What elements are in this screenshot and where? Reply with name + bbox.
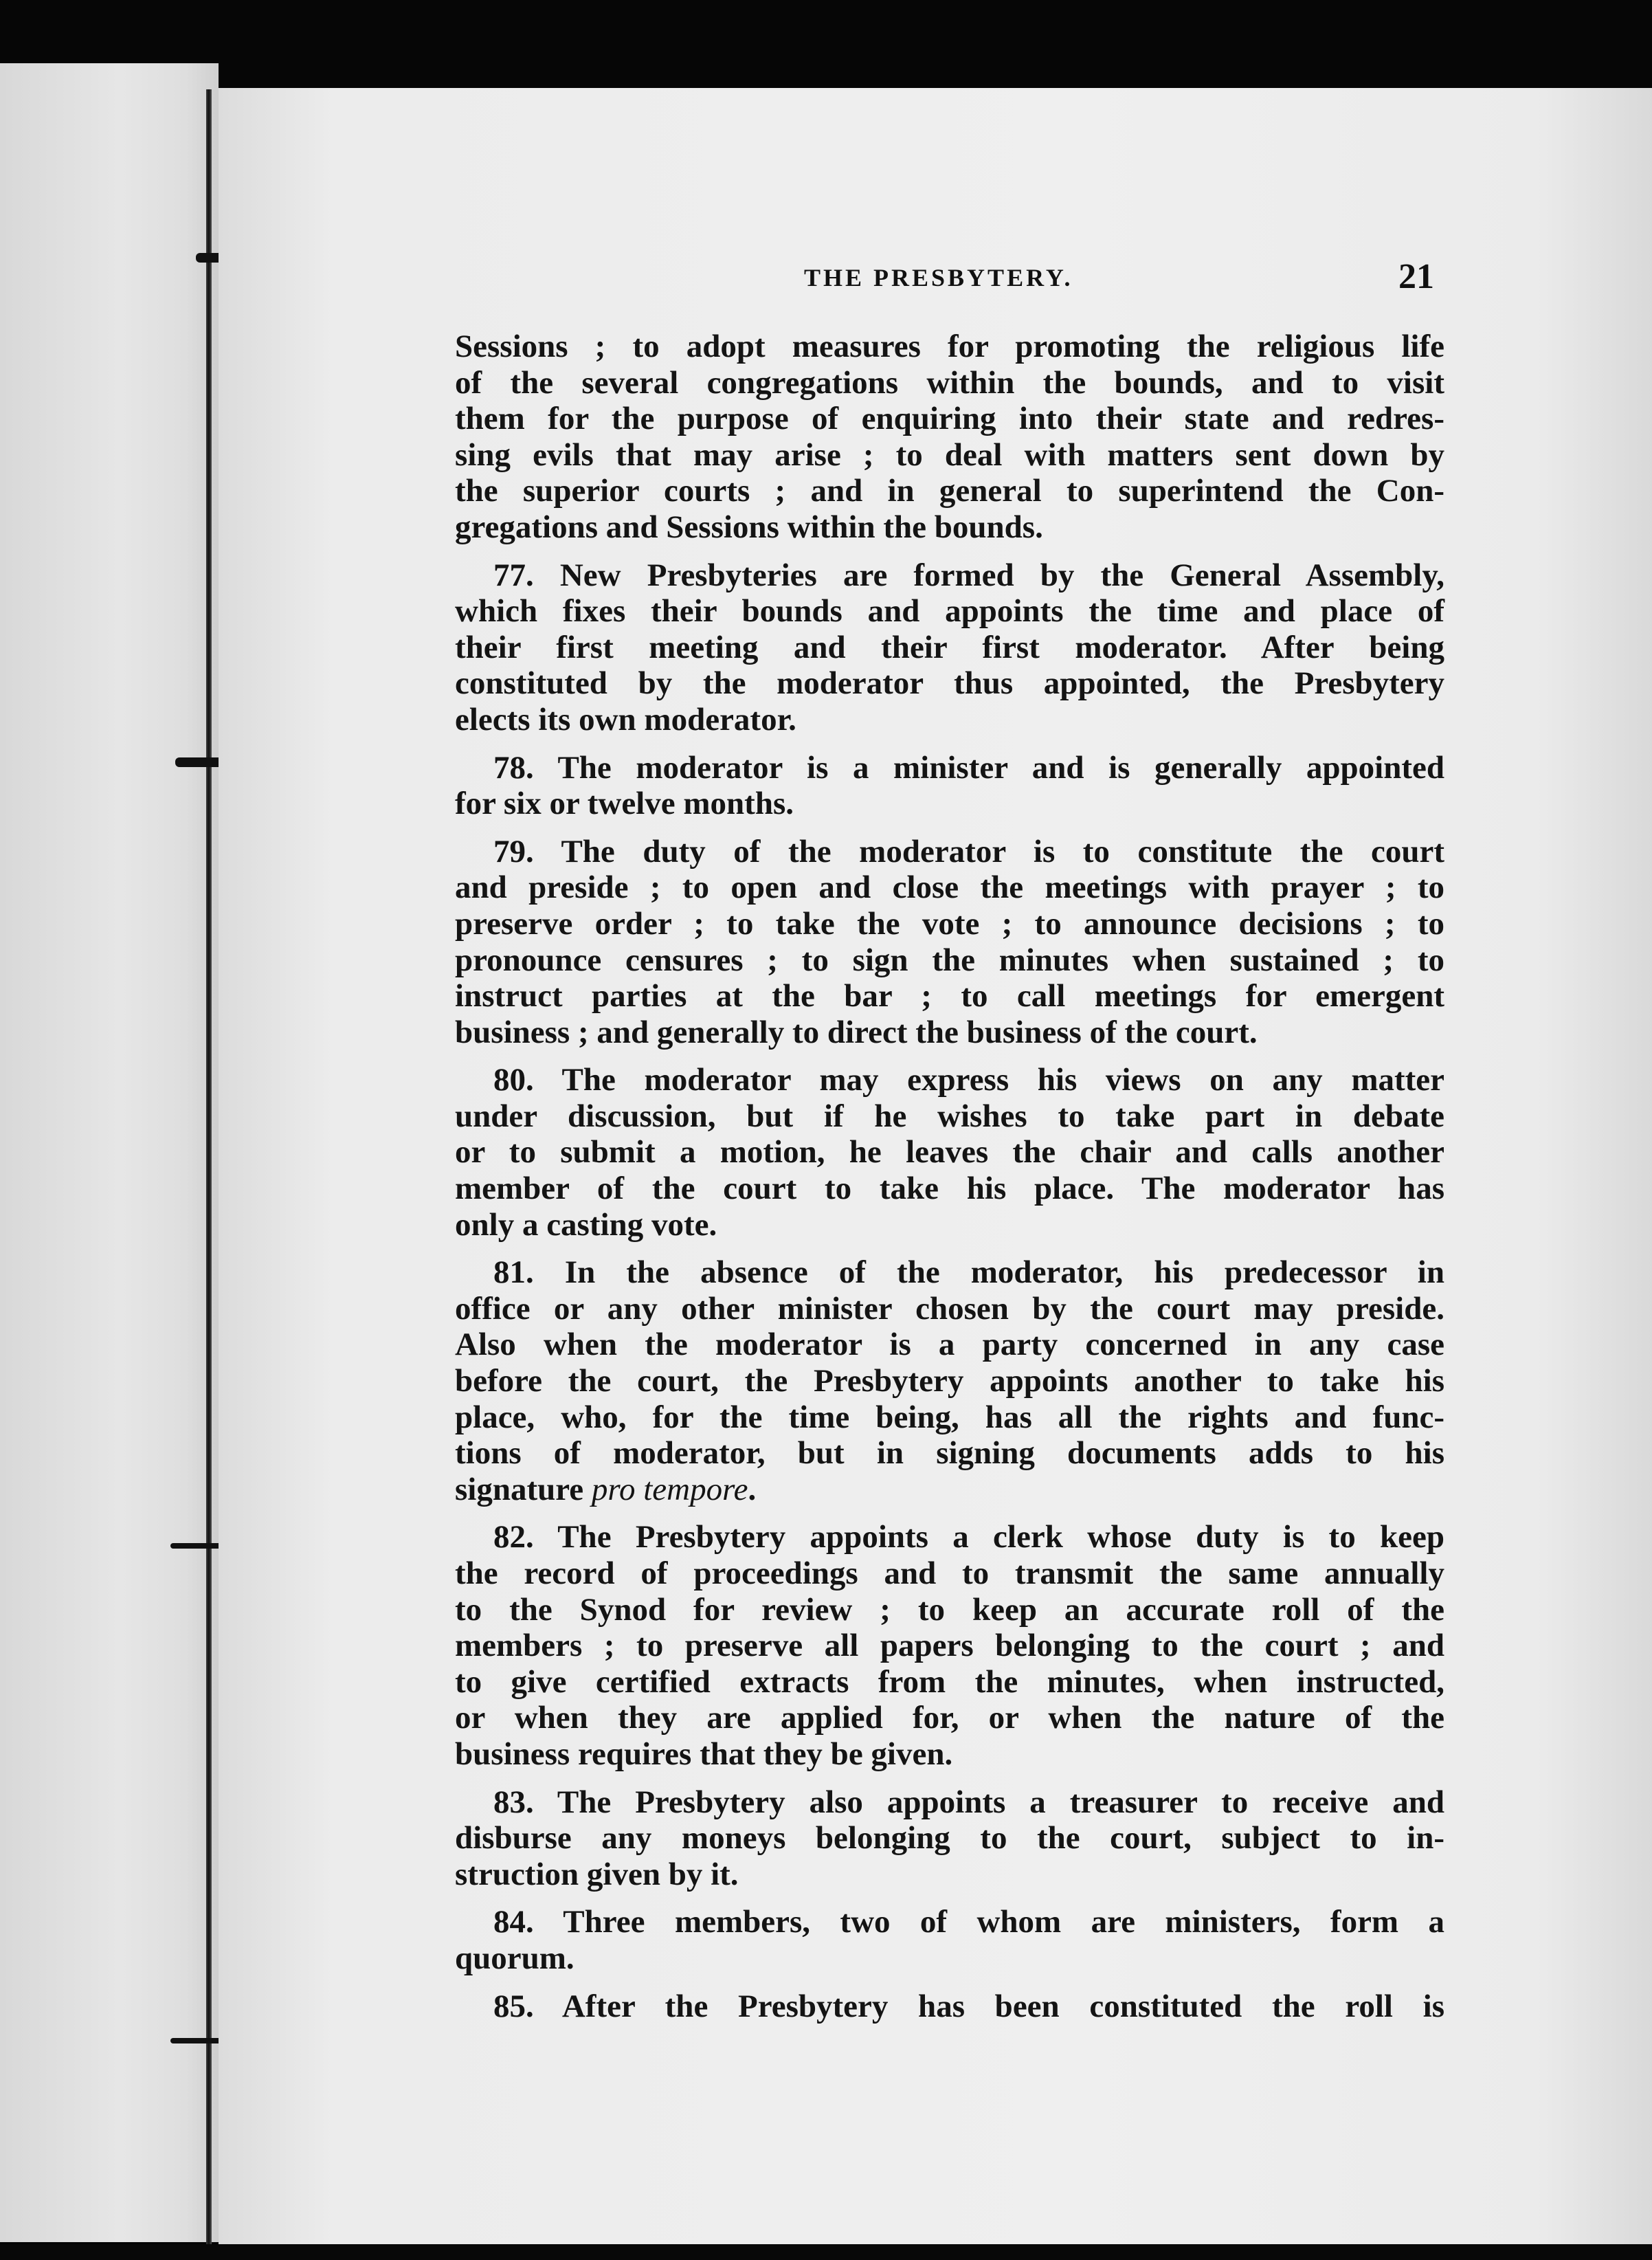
text-line: their first meeting and their first moderator. After being: [455, 629, 1444, 665]
text-line: or to submit a motion, he leaves the chair and calls another: [455, 1134, 1444, 1171]
scan-top-border: [0, 0, 1652, 89]
text-line: Also when the moderator is a party concerned in any case: [455, 1327, 1444, 1363]
text-line: 84. Three members, two of whom are ministers, form a: [493, 1904, 1444, 1940]
text-line: struction given by it.: [455, 1856, 739, 1892]
text-line: 85. After the Presbytery has been constituted the roll is: [493, 1988, 1444, 2024]
text-line: the record of proceedings and to transmit the same annually: [455, 1555, 1444, 1591]
text-line: sing evils that may arise ; to deal with matters sent down by: [455, 436, 1444, 473]
text-line: 78. The moderator is a minister and is generally appointed: [493, 749, 1444, 786]
text-line: disburse any moneys belonging to the court, subject to in-: [455, 1820, 1444, 1857]
body-text: [455, 329, 1444, 2036]
text-line: 80. The moderator may express his views on any matter: [493, 1062, 1444, 1098]
running-head: THE PRESBYTERY.: [804, 264, 1073, 291]
scan-bottom-border: [0, 2244, 1652, 2260]
text-line: member of the court to take his place. The moderator has: [455, 1171, 1444, 1207]
text-line: before the court, the Presbytery appoints another to take his: [455, 1363, 1444, 1399]
facing-page-edge: [0, 63, 219, 2242]
text-line: under discussion, but if he wishes to take part in debate: [455, 1098, 1444, 1134]
text-line: 82. The Presbytery appoints a clerk whose duty is to keep: [493, 1519, 1444, 1555]
text-line: or when they are applied for, or when the nature of the: [455, 1700, 1444, 1736]
paragraph-84: [455, 1904, 1444, 1976]
italic-phrase: pro tempore: [591, 1471, 748, 1507]
text-line: elects its own moderator.: [455, 701, 796, 738]
text-line: constituted by the moderator thus appointed, the Presbytery: [455, 665, 1444, 702]
text-line: them for the purpose of enquiring into their state and redres-: [455, 401, 1444, 437]
paragraph-82: [455, 1519, 1444, 1772]
paragraph-81: [455, 1254, 1444, 1507]
text-line: members ; to preserve all papers belonging to the court ; and: [455, 1628, 1444, 1664]
text-line: to give certified extracts from the minutes, when instructed,: [455, 1663, 1444, 1700]
text-line: and preside ; to open and close the meetings with prayer ; to: [455, 869, 1444, 906]
text-line: for six or twelve months.: [455, 786, 794, 822]
text-line: the superior courts ; and in general to superintend the Con-: [455, 473, 1444, 509]
text-line: tions of moderator, but in signing documents adds to his: [455, 1435, 1444, 1472]
text-line: business requires that they be given.: [455, 1736, 953, 1772]
paragraph-80: [455, 1062, 1444, 1243]
paragraph-83: [455, 1784, 1444, 1893]
paragraph-77: [455, 557, 1444, 738]
text-line: gregations and Sessions within the bounds.: [455, 509, 1043, 545]
paragraph-79: [455, 834, 1444, 1051]
text-line: which fixes their bounds and appoints the time and place of: [455, 593, 1444, 630]
paragraph-continuation: [455, 329, 1444, 546]
paragraph-78: [455, 750, 1444, 822]
text-line: preserve order ; to take the vote ; to announce decisions ; to: [455, 905, 1444, 942]
text-line: office or any other minister chosen by the court may preside.: [455, 1290, 1444, 1327]
paragraph-85: [455, 1988, 1444, 2025]
text-run: .: [748, 1471, 757, 1507]
text-line: Sessions ; to adopt measures for promoting the religious life: [455, 329, 1444, 364]
text-line: pronounce censures ; to sign the minutes when sustained ; to: [455, 942, 1444, 978]
text-line: place, who, for the time being, has all the rights and func-: [455, 1399, 1444, 1435]
text-line: 83. The Presbytery also appoints a treasurer to receive and: [493, 1784, 1444, 1820]
text-line: of the several congregations within the bounds, and to visit: [455, 364, 1444, 401]
text-line: 79. The duty of the moderator is to constitute the court: [493, 833, 1444, 869]
text-line: instruct parties at the bar ; to call meetings for emergent: [455, 978, 1444, 1015]
text-line: to the Synod for review ; to keep an accurate roll of the: [455, 1591, 1444, 1628]
text-line: only a casting vote.: [455, 1206, 717, 1243]
text-line: 77. New Presbyteries are formed by the General Assembly,: [493, 557, 1444, 593]
text-line: 81. In the absence of the moderator, his predecessor in: [493, 1254, 1444, 1291]
page-number: 21: [1398, 257, 1434, 296]
binding-rule: [206, 89, 212, 2248]
text-line: business ; and generally to direct the business of the court.: [455, 1014, 1258, 1050]
text-line: [455, 1472, 1444, 1508]
text-line: quorum.: [455, 1940, 574, 1976]
text-run: signature: [455, 1471, 592, 1507]
